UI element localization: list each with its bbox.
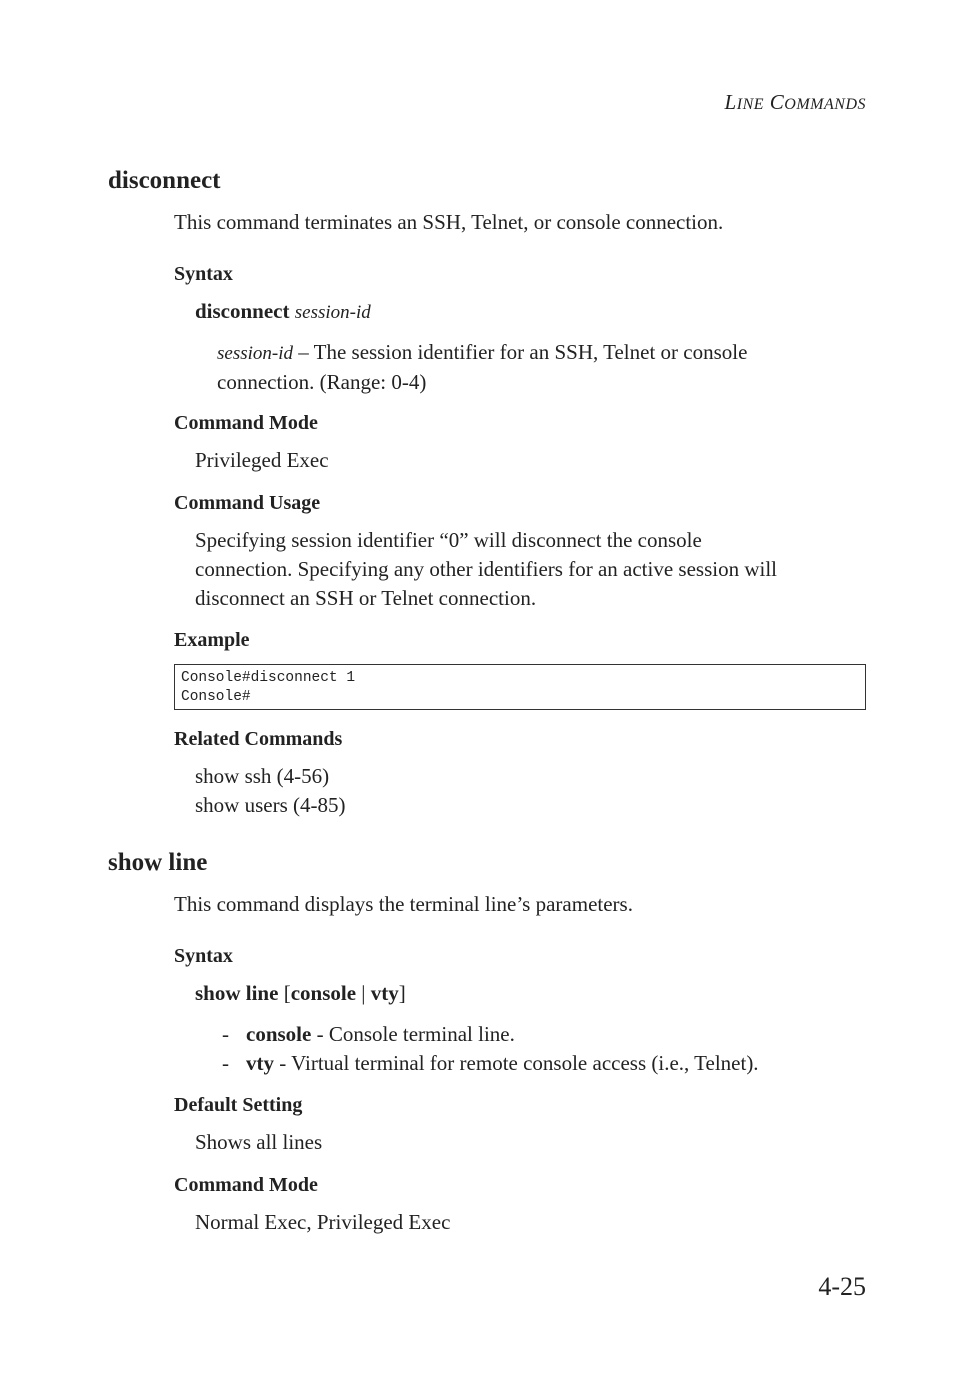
usage-line: Specifying session identifier “0” will disconnect the console bbox=[195, 528, 702, 552]
syntax-heading: Syntax bbox=[174, 945, 233, 967]
syntax-heading: Syntax bbox=[174, 263, 233, 285]
usage-line: disconnect an SSH or Telnet connection. bbox=[195, 586, 537, 610]
running-head bbox=[725, 90, 866, 115]
default-setting-heading: Default Setting bbox=[174, 1094, 303, 1116]
related-commands-heading: Related Commands bbox=[174, 728, 343, 750]
syntax-bracket: [ bbox=[278, 981, 291, 1005]
syntax-bracket: ] bbox=[398, 981, 406, 1005]
description: This command displays the terminal line’s parameters. bbox=[174, 892, 633, 916]
syntax-line bbox=[195, 979, 406, 1008]
related-commands-list bbox=[195, 762, 345, 820]
command-usage-heading: Command Usage bbox=[174, 492, 321, 514]
syntax-option: console bbox=[290, 981, 357, 1005]
section-title-disconnect: disconnect bbox=[108, 167, 221, 194]
code-line: Console#disconnect 1 bbox=[181, 670, 356, 686]
usage-line: connection. Specifying any other identifiers for an active session will bbox=[195, 557, 778, 581]
syntax-parameter: session-id bbox=[294, 302, 371, 323]
syntax-command: show line bbox=[195, 981, 279, 1005]
dash-marker: - bbox=[222, 1022, 229, 1046]
code-example bbox=[174, 664, 866, 710]
option-list bbox=[222, 1020, 759, 1078]
command-mode-value: Normal Exec, Privileged Exec bbox=[195, 1210, 451, 1234]
option-item bbox=[222, 1049, 759, 1078]
related-command-item: show ssh (4-56) bbox=[195, 764, 330, 788]
section-title-show-line: show line bbox=[108, 849, 208, 876]
running-head-initial: L bbox=[724, 90, 737, 114]
syntax-command: disconnect bbox=[195, 299, 290, 323]
default-setting-value: Shows all lines bbox=[195, 1130, 323, 1154]
command-usage-text bbox=[195, 526, 855, 613]
code-line: Console# bbox=[181, 689, 251, 705]
parameter-desc-text: – The session identifier for an SSH, Telnet or console bbox=[293, 340, 748, 364]
related-command-item: show users (4-85) bbox=[195, 793, 346, 817]
example-heading: Example bbox=[174, 629, 250, 651]
description: This command terminates an SSH, Telnet, or console connection. bbox=[174, 210, 724, 234]
syntax-separator: | bbox=[356, 981, 371, 1005]
option-term: console bbox=[246, 1022, 312, 1046]
running-head-rest: INE bbox=[736, 96, 765, 113]
dash-marker: - bbox=[222, 1051, 229, 1075]
running-head-rest: OMMANDS bbox=[784, 96, 866, 113]
option-desc: - Console terminal line. bbox=[311, 1022, 515, 1046]
page-number: 4-25 bbox=[818, 1272, 866, 1301]
parameter-name: session-id bbox=[217, 343, 293, 364]
command-mode-heading: Command Mode bbox=[174, 1174, 318, 1196]
running-head-initial: C bbox=[769, 90, 785, 114]
option-item bbox=[222, 1020, 759, 1049]
command-mode-value: Privileged Exec bbox=[195, 448, 329, 472]
command-mode-heading: Command Mode bbox=[174, 412, 318, 434]
option-term: vty bbox=[246, 1051, 274, 1075]
parameter-description bbox=[217, 338, 837, 397]
syntax-line bbox=[195, 297, 371, 327]
option-desc: - Virtual terminal for remote console access (i.e., Telnet). bbox=[274, 1051, 759, 1075]
syntax-option: vty bbox=[370, 981, 399, 1005]
parameter-desc-text: connection. (Range: 0-4) bbox=[217, 370, 427, 394]
